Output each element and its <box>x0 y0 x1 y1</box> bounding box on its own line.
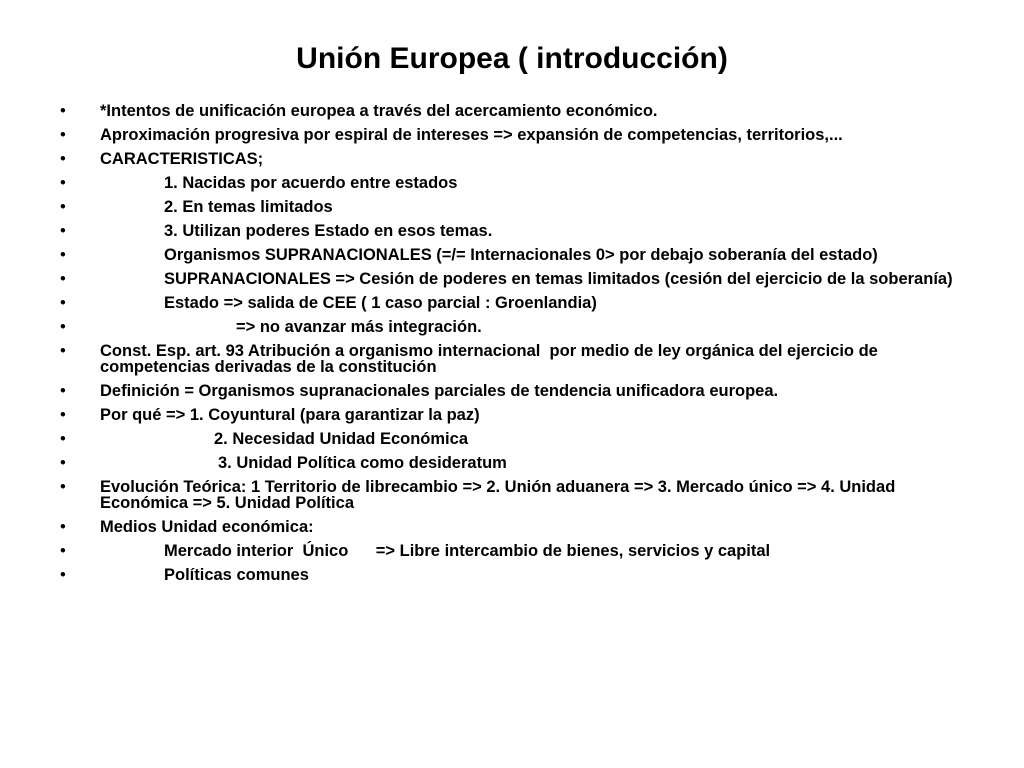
bullet-text: 3. Unidad Política como desideratum <box>218 454 507 472</box>
bullet-text: Evolución Teórica: 1 Territorio de librecambio => 2. Unión aduanera => 3. Mercado único => 4. Unidad Económica => 5. Unidad Política <box>100 478 900 512</box>
bullet-dot-icon: • <box>60 222 66 240</box>
bullet-text: Organismos SUPRANACIONALES (=/= Internacionales 0> por debajo soberanía del estado) <box>164 246 878 264</box>
bullet-item <box>60 295 965 311</box>
bullet-text: Mercado interior Único => Libre intercambio de bienes, servicios y capital <box>164 542 771 560</box>
bullet-text: 2. Necesidad Unidad Económica <box>214 430 468 448</box>
bullet-text: 1. Nacidas por acuerdo entre estados <box>164 174 458 192</box>
bullet-item <box>60 223 965 239</box>
bullet-item <box>60 343 965 375</box>
bullet-text: *Intentos de unificación europea a través del acercamiento económico. <box>100 102 658 120</box>
bullet-item <box>60 455 965 471</box>
bullet-item <box>60 271 965 287</box>
bullet-dot-icon: • <box>60 478 66 496</box>
bullet-dot-icon: • <box>60 566 66 584</box>
bullet-text: Definición = Organismos supranacionales parciales de tendencia unificadora europea. <box>100 382 779 400</box>
bullet-item <box>60 567 965 583</box>
bullet-dot-icon: • <box>60 174 66 192</box>
bullet-dot-icon: • <box>60 294 66 312</box>
bullet-item <box>60 151 965 167</box>
bullet-item <box>60 319 965 335</box>
bullet-item <box>60 127 965 143</box>
bullet-dot-icon: • <box>60 382 66 400</box>
bullet-dot-icon: • <box>60 102 66 120</box>
bullet-item <box>60 247 965 263</box>
bullet-text: Por qué => 1. Coyuntural (para garantizar la paz) <box>100 406 480 424</box>
bullet-text: Const. Esp. art. 93 Atribución a organismo internacional por medio de ley orgánica del ejercicio de competencias derivadas de la constitución <box>100 342 883 376</box>
bullet-text: Aproximación progresiva por espiral de intereses => expansión de competencias, territorios,... <box>100 126 843 144</box>
bullet-dot-icon: • <box>60 406 66 424</box>
bullet-item <box>60 407 965 423</box>
bullet-item <box>60 519 965 535</box>
bullet-list <box>60 103 965 591</box>
bullet-item <box>60 103 965 119</box>
bullet-text: CARACTERISTICAS; <box>100 150 264 168</box>
bullet-item <box>60 543 965 559</box>
bullet-item <box>60 175 965 191</box>
bullet-dot-icon: • <box>60 518 66 536</box>
bullet-dot-icon: • <box>60 150 66 168</box>
bullet-dot-icon: • <box>60 430 66 448</box>
bullet-dot-icon: • <box>60 126 66 144</box>
bullet-text: SUPRANACIONALES => Cesión de poderes en temas limitados (cesión del ejercicio de la soberanía) <box>164 270 953 288</box>
bullet-dot-icon: • <box>60 542 66 560</box>
bullet-dot-icon: • <box>60 454 66 472</box>
bullet-text: => no avanzar más integración. <box>236 318 482 336</box>
bullet-dot-icon: • <box>60 246 66 264</box>
bullet-dot-icon: • <box>60 342 66 360</box>
bullet-item <box>60 431 965 447</box>
bullet-dot-icon: • <box>60 198 66 216</box>
bullet-text: Estado => salida de CEE ( 1 caso parcial : Groenlandia) <box>164 294 597 312</box>
slide-title: Unión Europea ( introducción) <box>296 42 728 75</box>
bullet-text: Políticas comunes <box>164 566 309 584</box>
bullet-item <box>60 479 965 511</box>
bullet-dot-icon: • <box>60 318 66 336</box>
bullet-item <box>60 199 965 215</box>
bullet-text: 2. En temas limitados <box>164 198 333 216</box>
bullet-text: 3. Utilizan poderes Estado en esos temas. <box>164 222 493 240</box>
bullet-item <box>60 383 965 399</box>
bullet-dot-icon: • <box>60 270 66 288</box>
bullet-text: Medios Unidad económica: <box>100 518 314 536</box>
